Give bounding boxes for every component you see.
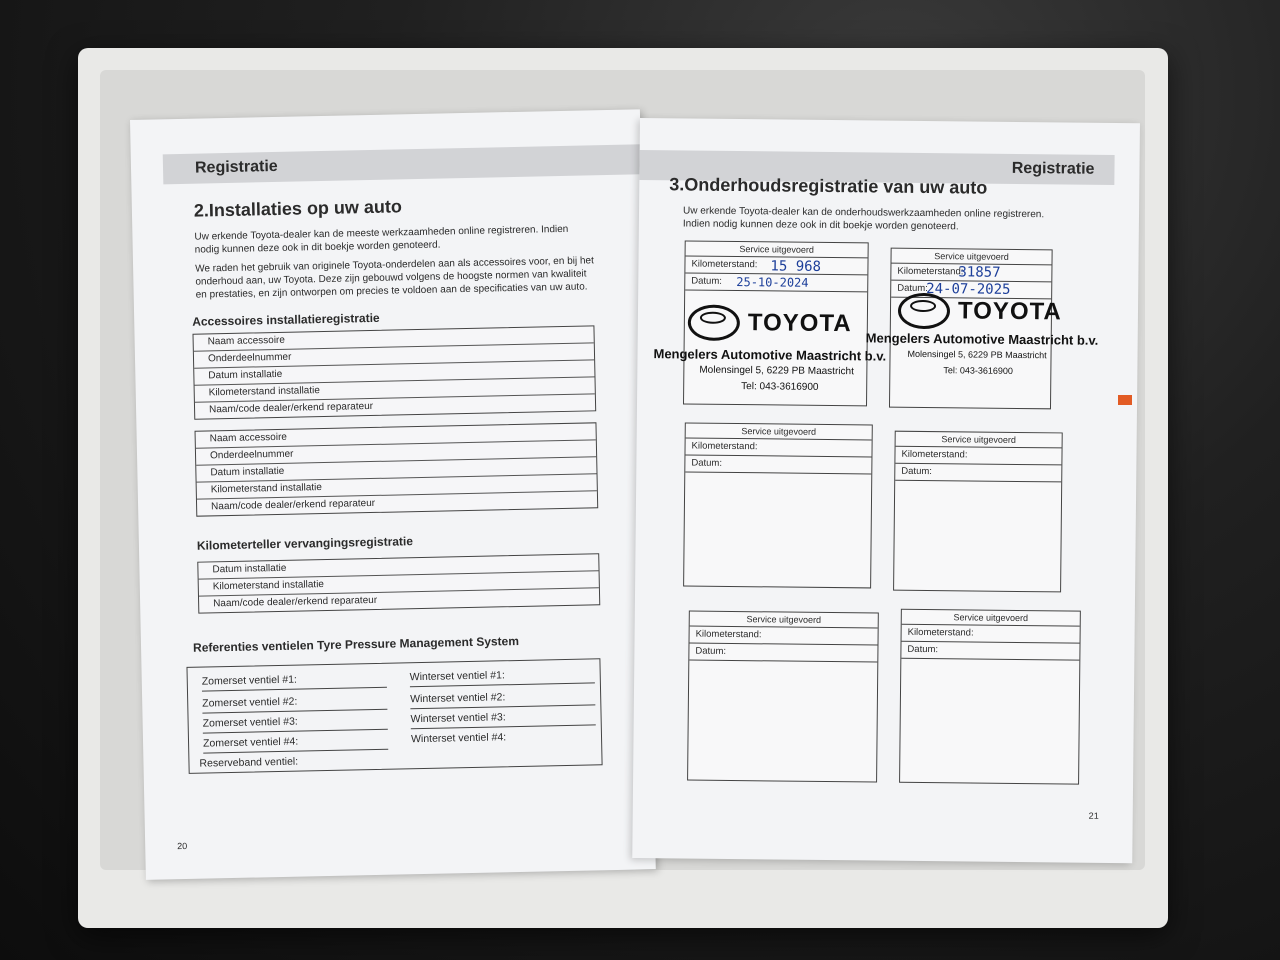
left-page (130, 109, 656, 880)
divider (203, 749, 388, 754)
divider (202, 709, 387, 714)
stamp-address-2: Molensingel 5, 6229 PB Maastricht (907, 348, 1047, 361)
date-label: Datum: (907, 643, 939, 656)
stamp-phone-2: Tel: 043-3616900 (943, 365, 1013, 376)
divider (202, 687, 387, 692)
right-intro: Uw erkende Toyota-dealer kan de onderhoudswerkzaamheden online registreren. Indien nodig kunnen deze ook in dit boekje worden genoteerd. (682, 205, 1045, 233)
field-label: Naam/code dealer/erkend reparateur (211, 497, 376, 513)
divider (410, 704, 595, 709)
tpms-winter-1: Winterset ventiel #1: (409, 669, 505, 684)
km-label: Kilometerstand: (907, 626, 974, 639)
toyota-emblem-icon (898, 293, 950, 330)
km-heading: Kilometerteller vervangingsregistratie (196, 534, 414, 553)
handwritten-date-1: 25-10-2024 (736, 275, 809, 290)
stamp-address-1: Molensingel 5, 6229 PB Maastricht (699, 364, 854, 378)
tpms-winter-4: Winterset ventiel #4: (410, 731, 507, 746)
tpms-form (186, 658, 602, 774)
left-page-number: 20 (177, 840, 188, 852)
date-label: Datum: (695, 645, 727, 657)
toyota-stamp-logo-1 (688, 305, 852, 343)
date-field (901, 642, 1079, 661)
handwritten-date-2: 24-07-2025 (926, 281, 1011, 298)
service-box-title: Service uitgevoerd (896, 432, 1062, 449)
left-page-title: 2.Installaties op uw auto (193, 196, 403, 221)
accessoire-form-2 (195, 422, 599, 516)
date-label: Datum: (691, 457, 723, 469)
date-label: Datum: (897, 282, 928, 295)
right-page-title: 3.Onderhoudsregistratie van uw auto (669, 174, 988, 198)
tpms-summer-3: Zomerset ventiel #3: (202, 715, 298, 730)
stamp-dealer-2: Mengelers Automotive Maastricht b.v. (865, 330, 1099, 348)
km-label: Kilometerstand: (691, 258, 758, 271)
tpms-summer-4: Zomerset ventiel #4: (202, 735, 299, 750)
field-label: Naam/code dealer/erkend reparateur (208, 400, 374, 416)
field-label: Kilometerstand installatie (199, 571, 599, 596)
left-intro-2: We raden het gebruik van originele Toyota-onderdelen aan als accessoires voor, en bij het onderhoud aan, uw Toyota. Deze zijn gebouwd volgens de hoogste normen van kwaliteit en prestaties, en zijn ontworpen om precies te voldoen aan de specificaties van uw auto. (195, 255, 594, 301)
stamp-phone-1: Tel: 043-3616900 (741, 381, 819, 393)
km-field (685, 438, 871, 457)
stamp-brand: TOYOTA (747, 309, 852, 338)
handwritten-km-1: 15 968 (770, 258, 822, 275)
stamp-brand: TOYOTA (957, 297, 1062, 326)
km-label: Kilometerstand: (897, 265, 964, 278)
stamp-dealer-1: Mengelers Automotive Maastricht b.v. (653, 346, 887, 364)
service-box-title: Service uitgevoerd (686, 241, 868, 258)
service-box-title: Service uitgevoerd (891, 249, 1051, 266)
divider (203, 729, 388, 734)
service-box-3 (683, 422, 873, 588)
field-label: Naam/code dealer/erkend reparateur (213, 594, 378, 610)
left-intro-1: Uw erkende Toyota-dealer kan de meeste werkzaamheden online registreren. Indien nodig kunnen deze ook in dit boekje worden genoteerd. (194, 223, 569, 256)
date-field (685, 455, 871, 474)
divider (411, 724, 596, 729)
km-field (895, 447, 1061, 466)
km-form (197, 553, 600, 613)
date-field (895, 464, 1061, 483)
service-box-5 (687, 611, 879, 783)
handwritten-km-2: 31857 (958, 264, 1001, 281)
tpms-summer-1: Zomerset ventiel #1: (201, 673, 298, 688)
service-box-title: Service uitgevoerd (690, 612, 878, 629)
service-box-4 (893, 431, 1063, 593)
tpms-spare: Reserveband ventiel: (199, 755, 299, 770)
toyota-emblem-icon (688, 305, 740, 342)
field-label: Naam accessoire (196, 423, 596, 448)
divider (410, 682, 595, 687)
km-label: Kilometerstand: (691, 440, 758, 453)
accessoire-form-1 (192, 325, 596, 419)
field-label: Datum installatie (194, 360, 594, 385)
tpms-winter-3: Winterset ventiel #3: (410, 711, 506, 726)
service-box-6 (899, 609, 1081, 785)
field-label: Kilometerstand installatie (197, 474, 597, 499)
right-page-header: Registratie (639, 150, 1114, 185)
field-label: Naam accessoire (194, 326, 594, 351)
field-label: Onderdeelnummer (196, 440, 596, 465)
field-label: Kilometerstand installatie (195, 377, 595, 402)
field-label: Onderdeelnummer (194, 343, 594, 368)
left-page-header: Registratie (163, 144, 666, 185)
km-label: Kilometerstand: (901, 448, 968, 461)
right-page (632, 118, 1140, 863)
field-label: Datum installatie (196, 457, 596, 482)
date-label: Datum: (691, 275, 722, 287)
tpms-summer-2: Zomerset ventiel #2: (202, 695, 298, 710)
right-page-number: 21 (1088, 810, 1099, 821)
service-box-title: Service uitgevoerd (686, 423, 872, 440)
accessoires-heading: Accessoires installatieregistratie (192, 310, 380, 329)
toyota-stamp-logo-2 (898, 293, 1062, 331)
km-field (689, 627, 877, 646)
orange-tab-marker (1118, 395, 1132, 405)
km-field (902, 625, 1080, 644)
date-field (689, 644, 877, 663)
field-label: Datum installatie (198, 554, 598, 579)
date-label: Datum: (901, 465, 932, 478)
tpms-heading: Referenties ventielen Tyre Pressure Management System (192, 633, 520, 655)
tpms-winter-2: Winterset ventiel #2: (410, 691, 506, 706)
service-box-title: Service uitgevoerd (902, 610, 1080, 627)
km-label: Kilometerstand: (695, 628, 762, 641)
